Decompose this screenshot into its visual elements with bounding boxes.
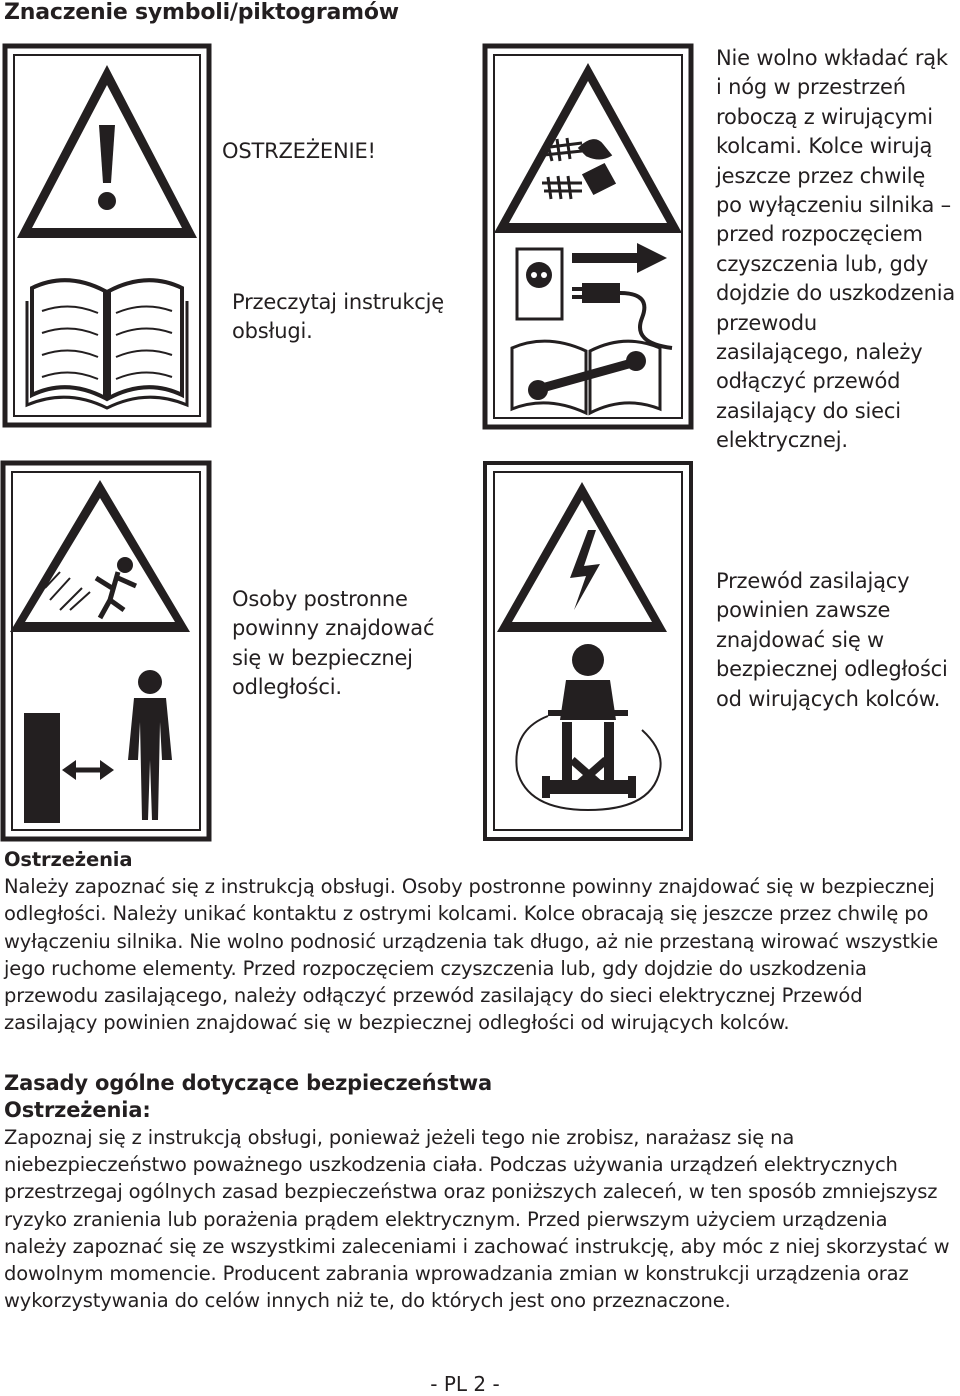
general-safety-heading: Zasady ogólne dotyczące bezpieczeństwa <box>4 1071 492 1095</box>
operator-cord-icon <box>516 644 660 810</box>
power-cord-pictogram <box>482 460 694 842</box>
flying-debris-warning-icon <box>10 480 190 632</box>
page-title: Znaczenie symboli/piktogramów <box>4 0 399 25</box>
rotating-spikes-pictogram <box>482 43 694 430</box>
power-cord-caption: Przewód zasilający powinien zawsze znajdować się w bezpiecznej odległości od wirujących kolców. <box>716 569 948 711</box>
hand-warning-icon <box>494 63 682 233</box>
warning-label: OSTRZEŻENIE! <box>222 139 376 163</box>
bystanders-pictogram <box>0 460 212 842</box>
rotating-spikes-caption: Nie wolno wkładać rąk i nóg w przestrzeń roboczą z wirującymi kolcami. Kolce wirują jeszcze przez chwilę po wyłączeniu silnika – przed rozpoczęciem czyszczenia lub, gdy dojdzie do uszkodzenia przewodu zasilającego, należy odłączyć przewód zasilający do sieci elektrycznej. <box>716 46 956 453</box>
general-safety-text: Zapoznaj się z instrukcją obsługi, ponieważ jeżeli tego nie zrobisz, narażasz się na niebezpieczeństwo poważnego uszkodzenia ciała. Podczas używania urządzeń elektrycznych przestrzegaj ogólnych zasad bezpieczeństwa oraz poniższych zaleceń, w ten sposób zmniejszysz ryzyko zranienia lub porażenia prądem elektrycznym. Przed pierwszym użyciem urządzenia należy zapoznać się ze wszystkimi zaleceniami i zachować instrukcję, aby móc z niej skorzystać w dowolnym momencie. Producent zabrania wprowadzania zmian w konstrukcji urządzenia oraz wykorzystywania do celów innych niż te, do których jest ono przeznaczone. <box>4 1126 950 1313</box>
read-manual-caption: Przeczytaj instrukcję obsługi. <box>232 290 445 344</box>
bystanders-caption: Osoby postronne powinny znajdować się w bezpiecznej odległości. <box>232 587 435 700</box>
socket-icon <box>517 249 562 319</box>
general-safety-subheading: Ostrzeżenia: <box>4 1098 151 1122</box>
read-manual-pictogram <box>2 43 212 428</box>
page-number: - PL 2 - <box>430 1372 500 1396</box>
warnings-section <box>4 846 954 1036</box>
warnings-heading: Ostrzeżenia <box>4 848 133 871</box>
high-voltage-warning-icon <box>497 482 667 632</box>
unplug-arrow-icon <box>572 243 672 348</box>
warnings-text: Należy zapoznać się z instrukcją obsługi. Osoby postronne powinny znajdować się w bezpiecznej odległości. Należy unikać kontaktu z ostrymi kolcami. Kolce obracają się jeszcze przez chwilę po wyłączeniu silnika. Nie wolno podnosić urządzenia tak długo, aż nie przestaną wirować wszystkie jego ruchome elementy. Przed rozpoczęciem czyszczenia lub, gdy dojdzie do uszkodzenia przewodu zasilającego, należy odłączyć przewód zasilający do sieci elektrycznej Przewód zasilający powinien znajdować się w bezpiecznej odległości od wirujących kolców. <box>4 875 939 1035</box>
open-book-icon <box>27 280 187 408</box>
manual-wrench-icon <box>512 341 660 413</box>
general-safety-section <box>4 1070 954 1314</box>
distance-person-icon <box>24 670 172 823</box>
warning-triangle-icon <box>17 65 197 238</box>
